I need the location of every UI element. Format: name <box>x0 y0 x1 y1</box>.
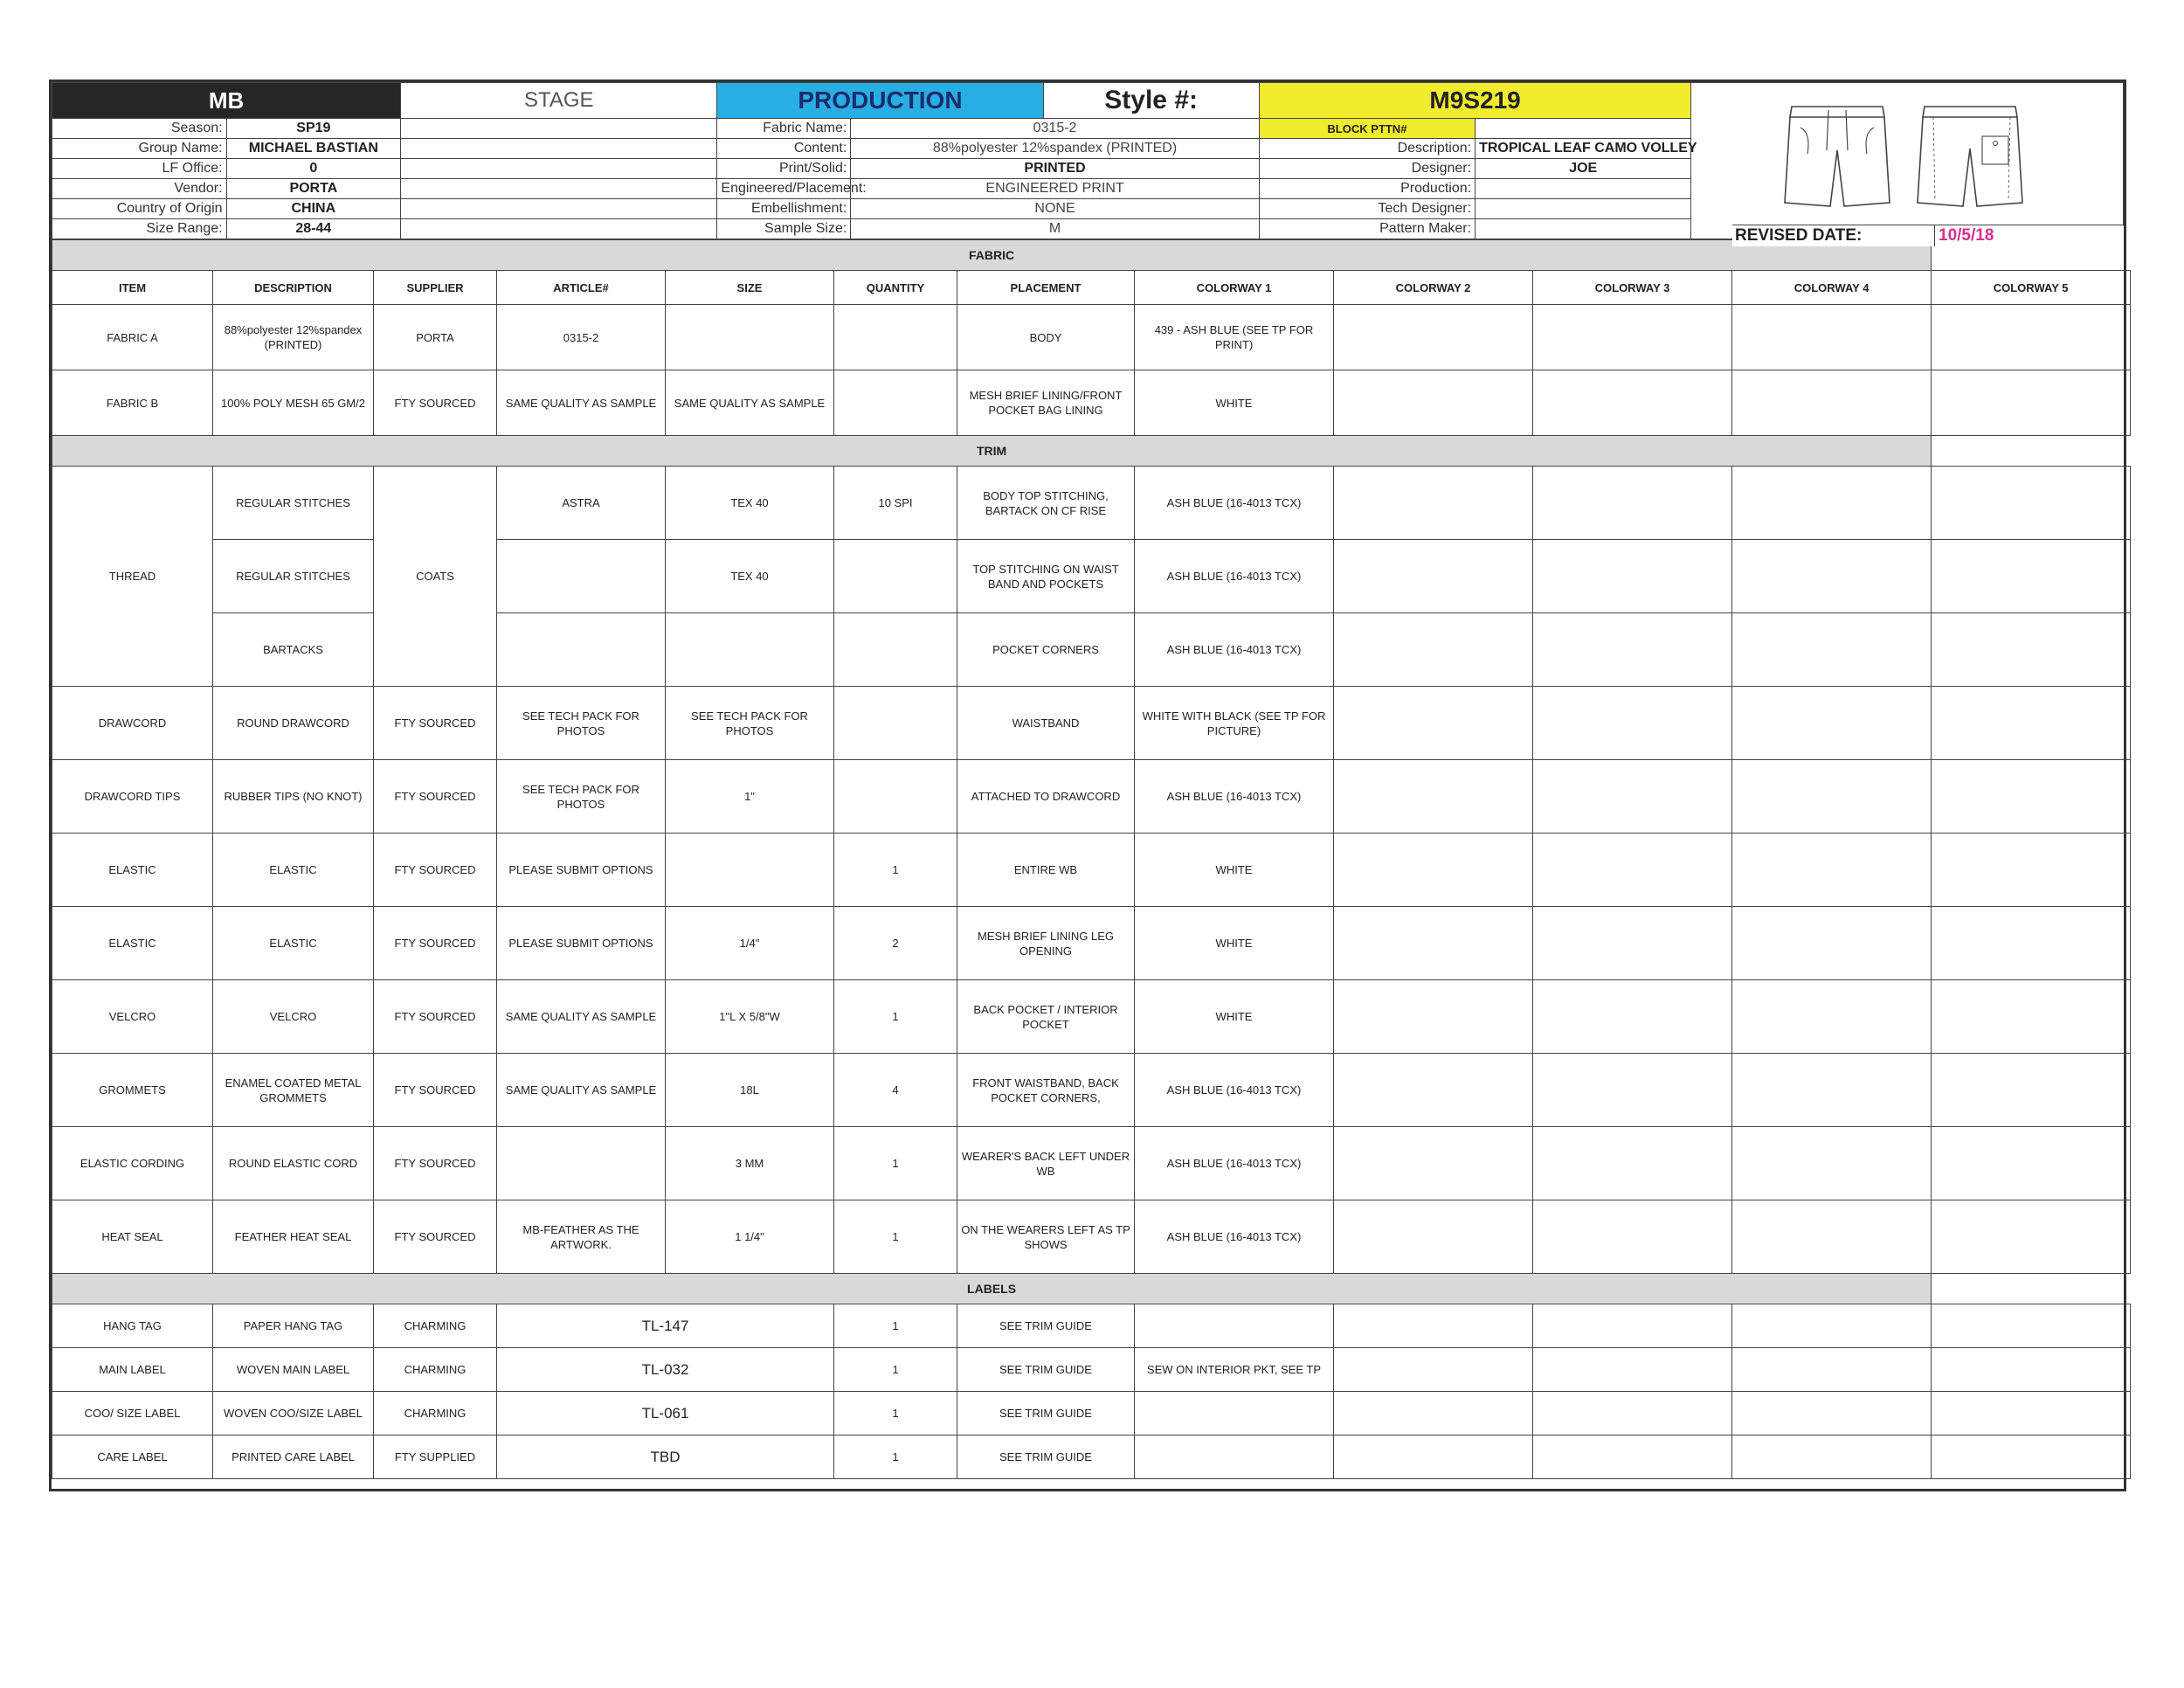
fabric-name-label: Fabric Name: <box>717 119 851 139</box>
revised-date-label: REVISED DATE: <box>1735 226 1863 245</box>
colorway-cell <box>1334 613 1533 687</box>
size-range-value: 28-44 <box>226 219 401 239</box>
colorway-cell <box>1533 1127 1732 1200</box>
label-supplier: CHARMING <box>374 1348 497 1392</box>
label-qty: 1 <box>834 1392 957 1435</box>
colorway-cell <box>1533 907 1732 980</box>
colorway-cell <box>1334 834 1533 907</box>
trim-cell <box>834 613 957 687</box>
trim-cell: WEARER'S BACK LEFT UNDER WB <box>957 1127 1135 1200</box>
label-colorway1: SEW ON INTERIOR PKT, SEE TP <box>1135 1348 1334 1392</box>
trim-cell: TEX 40 <box>666 467 834 540</box>
colorway-cell <box>1533 1304 1732 1348</box>
colorway-cell <box>1932 907 2131 980</box>
trim-row <box>52 907 2131 980</box>
trim-cell: ASH BLUE (16-4013 TCX) <box>1135 1127 1334 1200</box>
colorway-cell <box>1533 1392 1732 1435</box>
trim-row <box>52 1200 2131 1274</box>
colorway-cell <box>1533 980 1732 1054</box>
embellishment-label: Embellishment: <box>717 199 851 219</box>
label-row <box>52 1304 2131 1348</box>
trim-cell <box>834 760 957 834</box>
colorway-cell <box>1732 1200 1932 1274</box>
label-placement: SEE TRIM GUIDE <box>957 1392 1135 1435</box>
fabric-row <box>52 305 2131 370</box>
trim-row <box>52 1054 2131 1127</box>
trim-cell: BACK POCKET / INTERIOR POCKET <box>957 980 1135 1054</box>
label-article: TL-061 <box>497 1392 834 1435</box>
trim-cell: GROMMETS <box>52 1054 213 1127</box>
shorts-sketch-icon <box>1776 98 2038 220</box>
trim-cell: ELASTIC <box>213 907 374 980</box>
trim-cell: ELASTIC <box>213 834 374 907</box>
fabric-cell: WHITE <box>1135 370 1334 436</box>
column-header: COLORWAY 1 <box>1135 271 1334 305</box>
label-item: CARE LABEL <box>52 1435 213 1479</box>
label-colorway1 <box>1135 1304 1334 1348</box>
lf-office-value: 0 <box>226 159 401 179</box>
trim-cell: SEE TECH PACK FOR PHOTOS <box>497 687 666 760</box>
tech-pack-sheet <box>49 80 2126 1491</box>
trim-cell: ELASTIC <box>52 834 213 907</box>
revised-date-value: 10/5/18 <box>1934 225 1994 246</box>
trim-cell: WHITE <box>1135 907 1334 980</box>
trim-cell: WAISTBAND <box>957 687 1135 760</box>
group-name-label: Group Name: <box>52 139 227 159</box>
trim-cell: REGULAR STITCHES <box>213 467 374 540</box>
colorway-cell <box>1732 1435 1932 1479</box>
label-row <box>52 1392 2131 1435</box>
trim-cell: ASH BLUE (16-4013 TCX) <box>1135 540 1334 613</box>
colorway-cell <box>1932 1054 2131 1127</box>
fabric-cell: 0315-2 <box>497 305 666 370</box>
trim-cell: FEATHER HEAT SEAL <box>213 1200 374 1274</box>
colorway-cell <box>1732 907 1932 980</box>
trim-cell: 1 <box>834 1200 957 1274</box>
trim-cell: FTY SOURCED <box>374 907 497 980</box>
colorway-cell <box>1932 370 2131 436</box>
colorway-cell <box>1533 370 1732 436</box>
trim-cell: WHITE WITH BLACK (SEE TP FOR PICTURE) <box>1135 687 1334 760</box>
trim-cell: ATTACHED TO DRAWCORD <box>957 760 1135 834</box>
colorway-cell <box>1533 540 1732 613</box>
colorway-cell <box>1334 540 1533 613</box>
fabric-row <box>52 370 2131 436</box>
trim-row <box>52 1127 2131 1200</box>
colorway-cell <box>1932 540 2131 613</box>
colorway-cell <box>1932 1127 2131 1200</box>
vendor-label: Vendor: <box>52 179 227 199</box>
trim-cell: TEX 40 <box>666 540 834 613</box>
colorway-cell <box>1932 1435 2131 1479</box>
colorway-cell <box>1932 1200 2131 1274</box>
season-label: Season: <box>52 119 227 139</box>
column-header: COLORWAY 3 <box>1533 271 1732 305</box>
colorway-cell <box>1932 687 2131 760</box>
trim-cell: REGULAR STITCHES <box>213 540 374 613</box>
fabric-name-value: 0315-2 <box>851 119 1259 139</box>
trim-cell: RUBBER TIPS (NO KNOT) <box>213 760 374 834</box>
country-value: CHINA <box>226 199 401 219</box>
bom-body <box>52 240 2131 1479</box>
content-label: Content: <box>717 139 851 159</box>
section-title: LABELS <box>52 1274 1932 1304</box>
colorway-cell <box>1932 613 2131 687</box>
label-desc: WOVEN COO/SIZE LABEL <box>213 1392 374 1435</box>
print-solid-label: Print/Solid: <box>717 159 851 179</box>
trim-cell: 1 <box>834 980 957 1054</box>
label-colorway1 <box>1135 1435 1334 1479</box>
designer-label: Designer: <box>1259 159 1475 179</box>
trim-cell: ASH BLUE (16-4013 TCX) <box>1135 760 1334 834</box>
content-value: 88%polyester 12%spandex (PRINTED) <box>851 139 1259 159</box>
fabric-cell <box>666 305 834 370</box>
trim-cell: VELCRO <box>213 980 374 1054</box>
trim-cell <box>497 1127 666 1200</box>
description-label: Description: <box>1259 139 1475 159</box>
column-header: QUANTITY <box>834 271 957 305</box>
colorway-cell <box>1334 760 1533 834</box>
thread-item: THREAD <box>52 467 213 687</box>
trim-cell: ASTRA <box>497 467 666 540</box>
tech-designer-label: Tech Designer: <box>1259 199 1475 219</box>
fabric-cell: FABRIC A <box>52 305 213 370</box>
colorway-cell <box>1732 1304 1932 1348</box>
trim-cell: PLEASE SUBMIT OPTIONS <box>497 834 666 907</box>
trim-cell: 1/4" <box>666 907 834 980</box>
thread-row <box>52 540 2131 613</box>
trim-cell: ELASTIC CORDING <box>52 1127 213 1200</box>
colorway-cell <box>1732 613 1932 687</box>
colorway-cell <box>1732 467 1932 540</box>
trim-cell: FTY SOURCED <box>374 1054 497 1127</box>
fabric-cell: SAME QUALITY AS SAMPLE <box>497 370 666 436</box>
colorway-cell <box>1533 1348 1732 1392</box>
colorway-cell <box>1334 467 1533 540</box>
trim-cell: ASH BLUE (16-4013 TCX) <box>1135 613 1334 687</box>
trim-cell: 1 <box>834 834 957 907</box>
colorway-cell <box>1334 1392 1533 1435</box>
trim-cell: POCKET CORNERS <box>957 613 1135 687</box>
group-name-value: MICHAEL BASTIAN <box>226 139 401 159</box>
label-desc: WOVEN MAIN LABEL <box>213 1348 374 1392</box>
column-header: DESCRIPTION <box>213 271 374 305</box>
fabric-cell: FTY SOURCED <box>374 370 497 436</box>
fabric-cell: MESH BRIEF LINING/FRONT POCKET BAG LINING <box>957 370 1135 436</box>
colorway-cell <box>1334 1304 1533 1348</box>
pattern-maker-label: Pattern Maker: <box>1259 219 1475 239</box>
trim-cell: SEE TECH PACK FOR PHOTOS <box>497 760 666 834</box>
tech-designer-value <box>1476 199 1691 219</box>
trim-cell: WHITE <box>1135 980 1334 1054</box>
thread-row <box>52 613 2131 687</box>
colorway-cell <box>1533 760 1732 834</box>
trim-cell: FTY SOURCED <box>374 980 497 1054</box>
section-title: TRIM <box>52 436 1932 467</box>
trim-cell: TOP STITCHING ON WAIST BAND AND POCKETS <box>957 540 1135 613</box>
colorway-cell <box>1533 1054 1732 1127</box>
colorway-cell <box>1732 1348 1932 1392</box>
label-desc: PRINTED CARE LABEL <box>213 1435 374 1479</box>
trim-cell: VELCRO <box>52 980 213 1054</box>
trim-cell: 1" <box>666 760 834 834</box>
colorway-cell <box>1533 613 1732 687</box>
trim-cell <box>666 613 834 687</box>
lf-office-label: LF Office: <box>52 159 227 179</box>
colorway-cell <box>1334 687 1533 760</box>
trim-cell: FTY SOURCED <box>374 1127 497 1200</box>
colorway-cell <box>1334 1127 1533 1200</box>
section-header-trim <box>52 436 2131 467</box>
trim-cell <box>497 613 666 687</box>
colorway-cell <box>1732 1392 1932 1435</box>
colorway-cell <box>1533 305 1732 370</box>
label-desc: PAPER HANG TAG <box>213 1304 374 1348</box>
colorway-cell <box>1732 1127 1932 1200</box>
trim-cell: 18L <box>666 1054 834 1127</box>
fabric-cell: FABRIC B <box>52 370 213 436</box>
colorway-cell <box>1334 370 1533 436</box>
trim-cell: ASH BLUE (16-4013 TCX) <box>1135 1054 1334 1127</box>
trim-cell: 1"L X 5/8"W <box>666 980 834 1054</box>
label-item: MAIN LABEL <box>52 1348 213 1392</box>
colorway-cell <box>1732 1054 1932 1127</box>
label-placement: SEE TRIM GUIDE <box>957 1348 1135 1392</box>
print-solid-value: PRINTED <box>851 159 1259 179</box>
trim-cell: FTY SOURCED <box>374 687 497 760</box>
size-range-label: Size Range: <box>52 219 227 239</box>
trim-cell: 3 MM <box>666 1127 834 1200</box>
bom-table <box>52 239 2131 1479</box>
label-supplier: CHARMING <box>374 1392 497 1435</box>
label-article: TBD <box>497 1435 834 1479</box>
trim-cell: BARTACKS <box>213 613 374 687</box>
fabric-cell: BODY <box>957 305 1135 370</box>
engineered-value: ENGINEERED PRINT <box>851 179 1259 199</box>
trim-cell: DRAWCORD TIPS <box>52 760 213 834</box>
colorway-cell <box>1732 760 1932 834</box>
trim-cell: SAME QUALITY AS SAMPLE <box>497 1054 666 1127</box>
trim-cell: BODY TOP STITCHING, BARTACK ON CF RISE <box>957 467 1135 540</box>
trim-cell: SAME QUALITY AS SAMPLE <box>497 980 666 1054</box>
label-supplier: CHARMING <box>374 1304 497 1348</box>
description-value: TROPICAL LEAF CAMO VOLLEY <box>1476 139 1691 159</box>
brand-cell: MB <box>52 83 401 119</box>
column-header: COLORWAY 4 <box>1732 271 1932 305</box>
colorway-cell <box>1334 1348 1533 1392</box>
trim-cell: 10 SPI <box>834 467 957 540</box>
embellishment-value: NONE <box>851 199 1259 219</box>
fabric-cell <box>834 370 957 436</box>
fabric-cell: 439 - ASH BLUE (SEE TP FOR PRINT) <box>1135 305 1334 370</box>
label-qty: 1 <box>834 1435 957 1479</box>
trim-cell <box>834 540 957 613</box>
label-qty: 1 <box>834 1304 957 1348</box>
colorway-cell <box>1932 980 2131 1054</box>
label-article: TL-147 <box>497 1304 834 1348</box>
column-header: SUPPLIER <box>374 271 497 305</box>
label-placement: SEE TRIM GUIDE <box>957 1435 1135 1479</box>
trim-cell: HEAT SEAL <box>52 1200 213 1274</box>
section-title: FABRIC <box>52 240 1932 271</box>
stage-value: PRODUCTION <box>717 83 1043 119</box>
trim-cell: ENAMEL COATED METAL GROMMETS <box>213 1054 374 1127</box>
trim-cell: FTY SOURCED <box>374 1200 497 1274</box>
thread-supplier: COATS <box>374 467 497 687</box>
stage-label: STAGE <box>401 83 717 119</box>
colorway-cell <box>1533 467 1732 540</box>
trim-row <box>52 980 2131 1054</box>
trim-row <box>52 760 2131 834</box>
country-label: Country of Origin <box>52 199 227 219</box>
colorway-cell <box>1732 540 1932 613</box>
colorway-cell <box>1334 1200 1533 1274</box>
style-number: M9S219 <box>1259 83 1691 119</box>
trim-cell: ENTIRE WB <box>957 834 1135 907</box>
designer-value: JOE <box>1476 159 1691 179</box>
sample-size-value: M <box>851 219 1259 239</box>
vendor-value: PORTA <box>226 179 401 199</box>
trim-cell: FTY SOURCED <box>374 834 497 907</box>
colorway-cell <box>1533 834 1732 907</box>
production-label: Production: <box>1259 179 1475 199</box>
label-item: HANG TAG <box>52 1304 213 1348</box>
colorway-cell <box>1732 370 1932 436</box>
colorway-cell <box>1533 1435 1732 1479</box>
colorway-cell <box>1932 305 2131 370</box>
style-label: Style #: <box>1043 83 1259 119</box>
season-value: SP19 <box>226 119 401 139</box>
column-header: COLORWAY 2 <box>1334 271 1533 305</box>
trim-cell: ASH BLUE (16-4013 TCX) <box>1135 1200 1334 1274</box>
fabric-cell: PORTA <box>374 305 497 370</box>
sample-size-label: Sample Size: <box>717 219 851 239</box>
colorway-cell <box>1732 305 1932 370</box>
column-header: ARTICLE# <box>497 271 666 305</box>
colorway-cell <box>1932 1304 2131 1348</box>
section-header-labels <box>52 1274 2131 1304</box>
trim-row <box>52 687 2131 760</box>
garment-sketch <box>1691 83 2124 239</box>
colorway-cell <box>1533 1200 1732 1274</box>
pattern-maker-value <box>1476 219 1691 239</box>
trim-row <box>52 834 2131 907</box>
trim-cell: FRONT WAISTBAND, BACK POCKET CORNERS, <box>957 1054 1135 1127</box>
engineered-label: Engineered/Placement: <box>717 179 851 199</box>
header-table <box>52 82 2124 239</box>
colorway-cell <box>1932 834 2131 907</box>
colorway-cell <box>1334 907 1533 980</box>
trim-cell: ON THE WEARERS LEFT AS TP SHOWS <box>957 1200 1135 1274</box>
trim-cell: ELASTIC <box>52 907 213 980</box>
colorway-cell <box>1334 305 1533 370</box>
colorway-cell <box>1334 980 1533 1054</box>
thread-row <box>52 467 2131 540</box>
trim-cell: ASH BLUE (16-4013 TCX) <box>1135 467 1334 540</box>
fabric-cell: 100% POLY MESH 65 GM/2 <box>213 370 374 436</box>
label-colorway1 <box>1135 1392 1334 1435</box>
trim-cell: 4 <box>834 1054 957 1127</box>
trim-cell: FTY SOURCED <box>374 760 497 834</box>
label-row <box>52 1348 2131 1392</box>
label-row <box>52 1435 2131 1479</box>
colorway-cell <box>1932 760 2131 834</box>
production-value <box>1476 179 1691 199</box>
trim-cell: 1 <box>834 1127 957 1200</box>
trim-cell: ROUND ELASTIC CORD <box>213 1127 374 1200</box>
colorway-cell <box>1732 980 1932 1054</box>
trim-cell: PLEASE SUBMIT OPTIONS <box>497 907 666 980</box>
trim-cell: 2 <box>834 907 957 980</box>
label-item: COO/ SIZE LABEL <box>52 1392 213 1435</box>
colorway-cell <box>1732 687 1932 760</box>
trim-cell <box>497 540 666 613</box>
column-header: SIZE <box>666 271 834 305</box>
label-qty: 1 <box>834 1348 957 1392</box>
trim-cell <box>834 687 957 760</box>
colorway-cell <box>1334 1435 1533 1479</box>
column-header: COLORWAY 5 <box>1932 271 2131 305</box>
column-header: ITEM <box>52 271 213 305</box>
colorway-cell <box>1732 834 1932 907</box>
fabric-cell: 88%polyester 12%spandex (PRINTED) <box>213 305 374 370</box>
trim-cell: 1 1/4" <box>666 1200 834 1274</box>
label-article: TL-032 <box>497 1348 834 1392</box>
trim-cell: MESH BRIEF LINING LEG OPENING <box>957 907 1135 980</box>
label-placement: SEE TRIM GUIDE <box>957 1304 1135 1348</box>
colorway-cell <box>1932 1348 2131 1392</box>
colorway-cell <box>1932 1392 2131 1435</box>
trim-cell: ROUND DRAWCORD <box>213 687 374 760</box>
colorway-cell <box>1932 467 2131 540</box>
fabric-cell <box>834 305 957 370</box>
trim-cell: WHITE <box>1135 834 1334 907</box>
colorway-cell <box>1334 1054 1533 1127</box>
fabric-cell: SAME QUALITY AS SAMPLE <box>666 370 834 436</box>
trim-cell: DRAWCORD <box>52 687 213 760</box>
label-supplier: FTY SUPPLIED <box>374 1435 497 1479</box>
block-pattern-label: BLOCK PTTN# <box>1259 119 1475 139</box>
trim-cell: SEE TECH PACK FOR PHOTOS <box>666 687 834 760</box>
trim-cell: MB-FEATHER AS THE ARTWORK. <box>497 1200 666 1274</box>
column-header: PLACEMENT <box>957 271 1135 305</box>
colorway-cell <box>1533 687 1732 760</box>
trim-cell <box>666 834 834 907</box>
column-header-row <box>52 271 2131 305</box>
revised-date-row <box>1732 225 2124 246</box>
